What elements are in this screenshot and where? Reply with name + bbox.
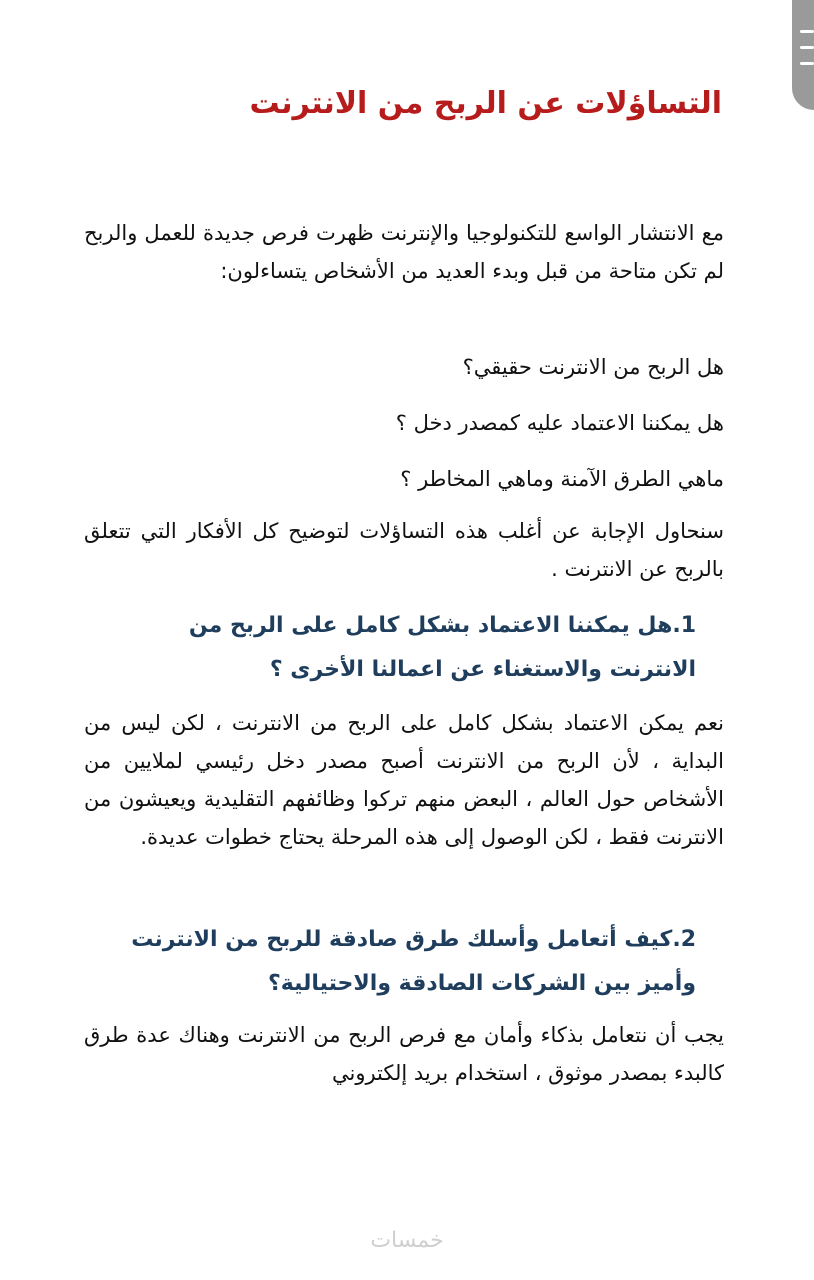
question-item: ماهي الطرق الآمنة وماهي المخاطر ؟ [400, 467, 724, 491]
section-body: نعم يمكن الاعتماد بشكل كامل على الربح من الانترنت ، لكن ليس من البداية ، لأن الربح من الانترنت أصبح مصدر دخل رئيسي لملايين من الأشخاص حول العالم ، البعض منهم تركوا وظائفهم التقليدية ويعيشون من الانترنت فقط ، لكن الوصول إلى هذه المرحلة يحتاج خطوات عديدة. [84, 711, 724, 849]
intro-paragraph: مع الانتشار الواسع للتكنولوجيا والإنترنت ظهرت فرص جديدة للعمل والربح لم تكن متاحة من قبل وبدء العديد من الأشخاص يتساءلون: [84, 221, 724, 283]
section-body: يجب أن نتعامل بذكاء وأمان مع فرص الربح من الانترنت وهناك عدة طرق كالبدء بمصدر موثوق ، استخدام بريد إلكتروني [84, 1023, 724, 1085]
scroll-handle[interactable] [792, 0, 814, 110]
handle-grip-line [800, 30, 814, 33]
section-heading [96, 604, 696, 692]
section-heading-text: هل يمكننا الاعتماد بشكل كامل على الربح من الانترنت والاستغناء عن اعمالنا الأخرى ؟ [188, 613, 696, 682]
section-heading [96, 918, 696, 1006]
handle-grip-line [800, 46, 814, 49]
watermark: خمسات [370, 1228, 444, 1253]
question-item: هل الربح من الانترنت حقيقي؟ [462, 355, 724, 379]
closing-paragraph: سنحاول الإجابة عن أغلب هذه التساؤلات لتوضيح كل الأفكار التي تتعلق بالربح عن الانترنت . [84, 519, 724, 581]
handle-grip-line [800, 62, 814, 65]
section-number: 2. [672, 927, 696, 952]
section-heading-text: كيف أتعامل وأسلك طرق صادقة للربح من الانترنت وأميز بين الشركات الصادقة والاحتيالية؟ [131, 927, 696, 996]
question-item: هل يمكننا الاعتماد عليه كمصدر دخل ؟ [395, 411, 724, 435]
page-title: التساؤلات عن الربح من الانترنت [249, 86, 722, 121]
section-number: 1. [672, 613, 696, 638]
